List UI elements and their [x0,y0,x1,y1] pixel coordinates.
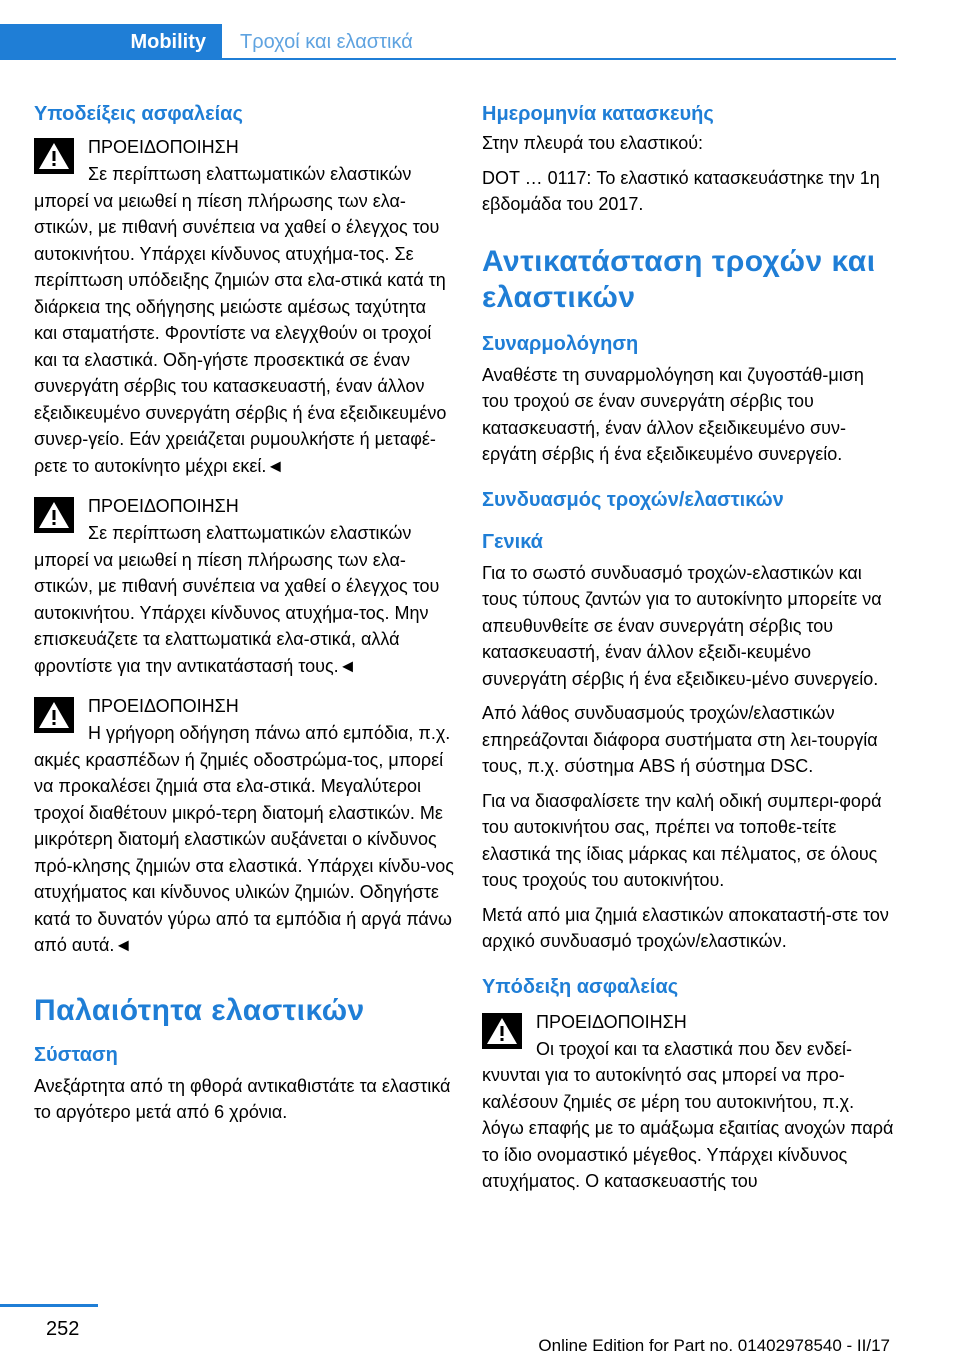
warning-icon [34,497,74,533]
paragraph-date-2: DOT … 0117: Το ελαστικό κατασκευάστηκε την 1η εβδομάδα του 2017. [482,167,880,214]
warning-block-4 [482,1009,894,1195]
header-divider [222,58,896,60]
heading-tire-age: Παλαιότητα ελαστικών [34,993,365,1027]
warning-block-3 [34,693,454,959]
warning-icon [34,697,74,733]
paragraph-general-1: Για το σωστό συνδυασμό τροχών-ελαστικών και τους τύπους ζαντών για το αυτοκίνητο μπορείτε να απευθυνθείτε σε έναν συνεργάτη σέρβις του κατασκευαστή, έναν άλλον εξειδι-κευμένο συνεργάτη σέρβις ή ένα εξειδικευ-μένο συνεργείο. [482,562,882,689]
paragraph-general-3: Για να διασφαλίσετε την καλή οδική συμπερι-φορά του αυτοκινήτου σας, πρέπει να τοποθε-τείτε ελαστικά της ίδιας μάρκας και πέλματος, σε όλους τους τροχούς του αυτοκινήτου. [482,790,882,890]
left-column [34,100,454,1134]
warning-title: ΠΡΟΕΙΔΟΠΟΙΗΣΗ [88,496,239,516]
paragraph-date-1: Στην πλευρά του ελαστικού: [482,133,704,153]
heading-assembly: Συναρμολόγηση [482,332,639,355]
warning-text: Σε περίπτωση ελαττωματικών ελαστικών μπορεί να μειωθεί η πίεση πλήρωσης των ελα-στικών, με πιθανή συνέπεια να χαθεί ο έλεγχος του αυτοκινήτου. Υπάρχει κίνδυνος ατυχήμα-τος. Σε περίπτωση υπόδειξης ζημιών στα ελα-στικά κατά τη διάρκεια της οδήγησης μειώστε αμέσως ταχύτητα και σταματήστε. Φροντίστε να ελεγχθούν οι τροχοί και τα ελαστικά. Οδη-γήστε προσεκτικά σε έναν συνεργάτη σέρβις του κατασκευαστή, έναν άλλον εξειδικευμένο συνεργάτη σέρβις ή ένα εξειδικευμένο συνερ-γείο. Εάν χρειάζεται ρυμουλκήστε ή μεταφέ-ρετε το αυτοκίνητο μέχρι εκεί.◄ [34,164,447,476]
warning-icon [482,1013,522,1049]
footer-edition: Online Edition for Part no. 01402978540 - II/17 [538,1336,890,1355]
warning-text: Σε περίπτωση ελαττωματικών ελαστικών μπορεί να μειωθεί η πίεση πλήρωσης των ελα-στικών, με πιθανή συνέπεια να χαθεί ο έλεγχος του αυτοκινήτου. Υπάρχει κίνδυνος ατυχήμα-τος. Μην επισκευάζετε τα ελαττωματικά ελα-στικά, αλλά φροντίστε για την αντικατάστασή τους.◄ [34,523,440,676]
warning-title: ΠΡΟΕΙΔΟΠΟΙΗΣΗ [88,696,239,716]
warning-icon [34,138,74,174]
heading-manufacture-date: Ημερομηνία κατασκευής [482,103,714,125]
page-number-rule [0,1304,98,1307]
heading-safety: Υποδείξεις ασφαλείας [34,103,243,125]
header-bar [0,24,896,60]
right-column [482,100,894,1209]
paragraph-general-2: Από λάθος συνδυασμούς τροχών/ελαστικών επηρεάζονται διάφορα συστήματα στη λει-τουργία τους, π.χ. σύστημα ABS ή σύστημα DSC. [482,703,878,776]
paragraph-assembly: Αναθέστε τη συναρμολόγηση και ζυγοστάθ-μιση του τροχού σε έναν συνεργάτη σέρβις του κατασκευαστή, έναν άλλον εξειδικευμένο συν-εργάτη σέρβις ή ένα εξειδικευμένο συνεργείο. [482,364,864,464]
warning-title: ΠΡΟΕΙΔΟΠΟΙΗΣΗ [536,1011,687,1032]
tab-mobility-label: Mobility [130,31,206,53]
heading-combination: Συνδυασμός τροχών/ελαστικών [482,488,784,511]
page-number: 252 [46,1318,80,1340]
warning-block-2 [34,493,454,679]
heading-recommendation: Σύσταση [34,1043,118,1066]
heading-safety-note: Υπόδειξη ασφαλείας [482,975,679,998]
paragraph-recommendation: Ανεξάρτητα από τη φθορά αντικαθιστάτε τα ελαστικά το αργότερο μετά από 6 χρόνια. [34,1075,451,1122]
heading-general: Γενικά [482,530,543,553]
warning-text: Η γρήγορη οδήγηση πάνω από εμπόδια, π.χ. ακμές κρασπέδων ή ζημιές οδοστρώμα-τος, μπορεί να προκαλέσει ζημιά στα ελα-στικά. Μεγαλύτεροι τροχοί διαθέτουν μικρό-τερη διατομή ελαστικών. Με μικρότερη διατομή ελαστικών αυξάνεται ο κίνδυνος πρό-κλησης ζημιών στα ελαστικά. Υπάρχει κίνδυ-νος ατυχήματος και κίνδυνος υλικών ζημιών. Οδηγήστε κατά το δυνατόν γύρω από τα εμπόδια ή αργά πάνω από αυτά.◄ [34,723,454,955]
tab-mobility[interactable] [0,24,222,60]
warning-block-1 [34,134,454,479]
heading-replacement: Αντικατάσταση τροχών και ελαστικών [482,244,876,314]
paragraph-general-4: Μετά από μια ζημιά ελαστικών αποκαταστή-στε τον αρχικό συνδυασμό τροχών/ελαστικών. [482,904,889,951]
warning-title: ΠΡΟΕΙΔΟΠΟΙΗΣΗ [88,137,239,157]
tab-chapter[interactable]: Τροχοί και ελαστικά [240,31,413,53]
warning-text: Οι τροχοί και τα ελαστικά που δεν ενδεί-κνυνται για το αυτοκίνητό σας μπορεί να προ-καλέσουν ζημιές σε μέρη του αυτοκινήτου, π.χ. λόγω επαφής με το αμάξωμα εξαιτίας ανοχών παρά το ίδιο ονομαστικό μέγεθος. Υπάρχει κίνδυνος ατυχήματος. Ο κατασκευαστής του [482,1038,894,1191]
